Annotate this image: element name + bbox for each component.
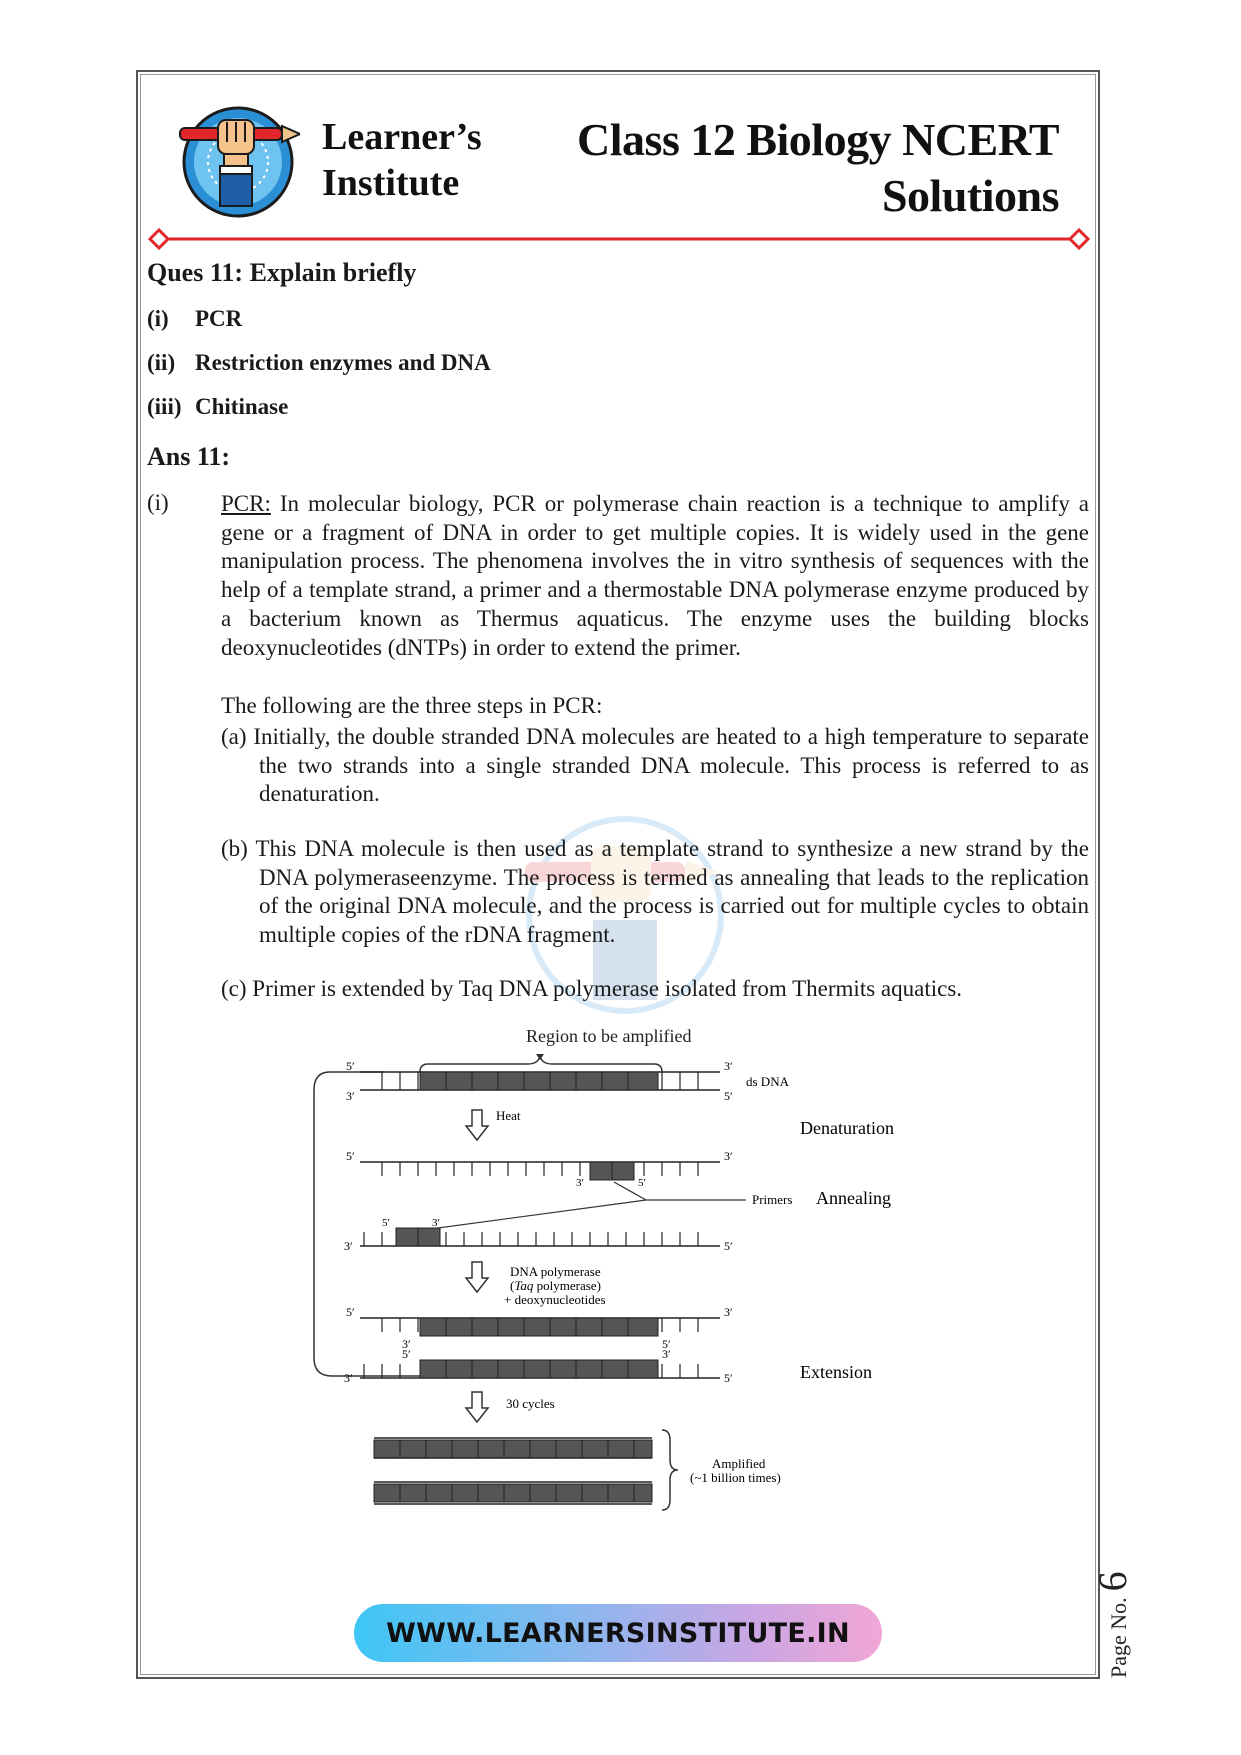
row4-3prime: 3′ xyxy=(724,1305,733,1319)
step-c xyxy=(221,975,1089,1004)
pcr-label: PCR: xyxy=(221,491,271,516)
amplified-line-2: (~1 billion times) xyxy=(690,1470,781,1485)
step-c-text: Primer is extended by Taq DNA polymerase isolated from Thermits aquatics. xyxy=(252,976,963,1001)
primers-label: Primers xyxy=(752,1192,793,1207)
page-number-label: Page No. xyxy=(1106,1597,1131,1678)
question-item-num: (ii) xyxy=(147,350,176,375)
row5-5prime: 5′ xyxy=(724,1371,733,1385)
cycles-label: 30 cycles xyxy=(506,1396,555,1411)
question-item-text: Restriction enzymes and DNA xyxy=(195,350,491,375)
primer2-5prime: 5′ xyxy=(382,1217,390,1229)
row5-inner-5prime: 5′ xyxy=(402,1347,411,1361)
pcr-diagram xyxy=(300,1020,940,1560)
header-divider xyxy=(148,228,1090,250)
website-url-banner[interactable] xyxy=(354,1604,882,1662)
question-title: Ques 11: Explain briefly xyxy=(147,258,417,287)
row4-inner-5prime: 5′ xyxy=(662,1337,671,1351)
cycles-arrow xyxy=(466,1392,488,1422)
row3-5prime: 5′ xyxy=(724,1239,733,1253)
title-line-1: Class 12 Biology NCERT xyxy=(577,114,1059,165)
question-item xyxy=(147,394,288,420)
question-item xyxy=(147,350,491,376)
primer1-3prime: 3′ xyxy=(576,1177,584,1189)
pcr-paragraph xyxy=(221,490,1089,662)
row5-inner-3prime: 3′ xyxy=(662,1347,671,1361)
step-b xyxy=(221,835,1089,950)
pcr-text: In molecular biology, PCR or polymerase chain reaction is a technique to amplify a gene or a fragment of DNA in order to get multiple copies. It is widely used in the gene manipulation process. The phenomena involves the in vitro synthesis of sequences with the help of a template strand, a primer and a thermostable DNA polymerase enzyme produced by a bacterium known as Thermus aquaticus. The enzyme uses the building blocks deoxynucleotides (dNTPs) in order to extend the primer. xyxy=(221,491,1089,660)
title-line-2: Solutions xyxy=(881,170,1059,221)
page-number: 6 xyxy=(1090,1571,1135,1592)
brand-line-2: Institute xyxy=(322,162,460,204)
row4-inner-3prime: 3′ xyxy=(402,1337,411,1351)
question-item-text: Chitinase xyxy=(195,394,289,419)
heat-label: Heat xyxy=(496,1108,521,1123)
step-a-label: (a) xyxy=(221,724,247,749)
row1-5prime-bottom: 5′ xyxy=(724,1089,733,1103)
row1-3prime-top: 3′ xyxy=(724,1059,733,1073)
answer-title: Ans 11: xyxy=(147,442,231,471)
answer-item-num: (i) xyxy=(147,490,169,515)
amplified-line-1: Amplified xyxy=(712,1456,766,1471)
brand-line-1: Learner’s xyxy=(322,116,482,158)
polymerase-line-1: DNA polymerase xyxy=(510,1264,601,1279)
question-item-num: (iii) xyxy=(147,394,182,419)
row1-5prime-top: 5′ xyxy=(346,1059,355,1073)
heat-arrow xyxy=(466,1110,488,1140)
ds-dna-label: ds DNA xyxy=(746,1074,789,1089)
amplified-brace xyxy=(662,1430,678,1510)
region-label: Region to be amplified xyxy=(526,1026,692,1046)
row2-5prime: 5′ xyxy=(346,1149,355,1163)
row5-3prime: 3′ xyxy=(344,1371,353,1385)
step-a xyxy=(221,723,1089,809)
primer2-3prime: 3′ xyxy=(432,1217,440,1229)
row3-3prime: 3′ xyxy=(344,1239,353,1253)
question-item xyxy=(147,306,242,332)
steps-intro: The following are the three steps in PCR: xyxy=(221,693,603,718)
polymerase-line-2: (Taq polymerase) xyxy=(510,1278,601,1293)
question-item-num: (i) xyxy=(147,306,169,331)
brand-name xyxy=(322,114,482,206)
question-item-text: PCR xyxy=(195,306,243,331)
primer1-5prime: 5′ xyxy=(638,1177,646,1189)
row2-3prime: 3′ xyxy=(724,1149,733,1163)
page-number-rotated xyxy=(1089,1571,1136,1678)
row4-5prime: 5′ xyxy=(346,1305,355,1319)
step-b-text: This DNA molecule is then used as a template strand to synthesize a new strand by the DNA polymeraseenzyme. The process is termed as annealing that leads to the replication of the original DNA molecule, and the process is carried out for multiple cycles to obtain multiple copies of the rDNA fragment. xyxy=(255,836,1090,948)
polymerase-arrow xyxy=(466,1262,488,1292)
document-title xyxy=(577,112,1059,224)
step-b-label: (b) xyxy=(221,836,248,861)
annealing-label: Annealing xyxy=(816,1188,891,1208)
extension-label: Extension xyxy=(800,1362,872,1382)
website-url[interactable]: WWW.LEARNERSINSTITUTE.IN xyxy=(386,1617,850,1649)
row1-3prime-bottom: 3′ xyxy=(346,1089,355,1103)
step-c-label: (c) xyxy=(221,976,247,1001)
polymerase-line-3: + deoxynucleotides xyxy=(504,1292,606,1307)
page-number-block xyxy=(1090,1560,1176,1678)
step-a-text: Initially, the double stranded DNA molecules are heated to a high temperature to separate the two strands into a single stranded DNA molecule. This process is referred to as denaturation. xyxy=(253,724,1090,807)
learners-institute-logo xyxy=(176,100,300,218)
denaturation-label: Denaturation xyxy=(800,1118,894,1138)
